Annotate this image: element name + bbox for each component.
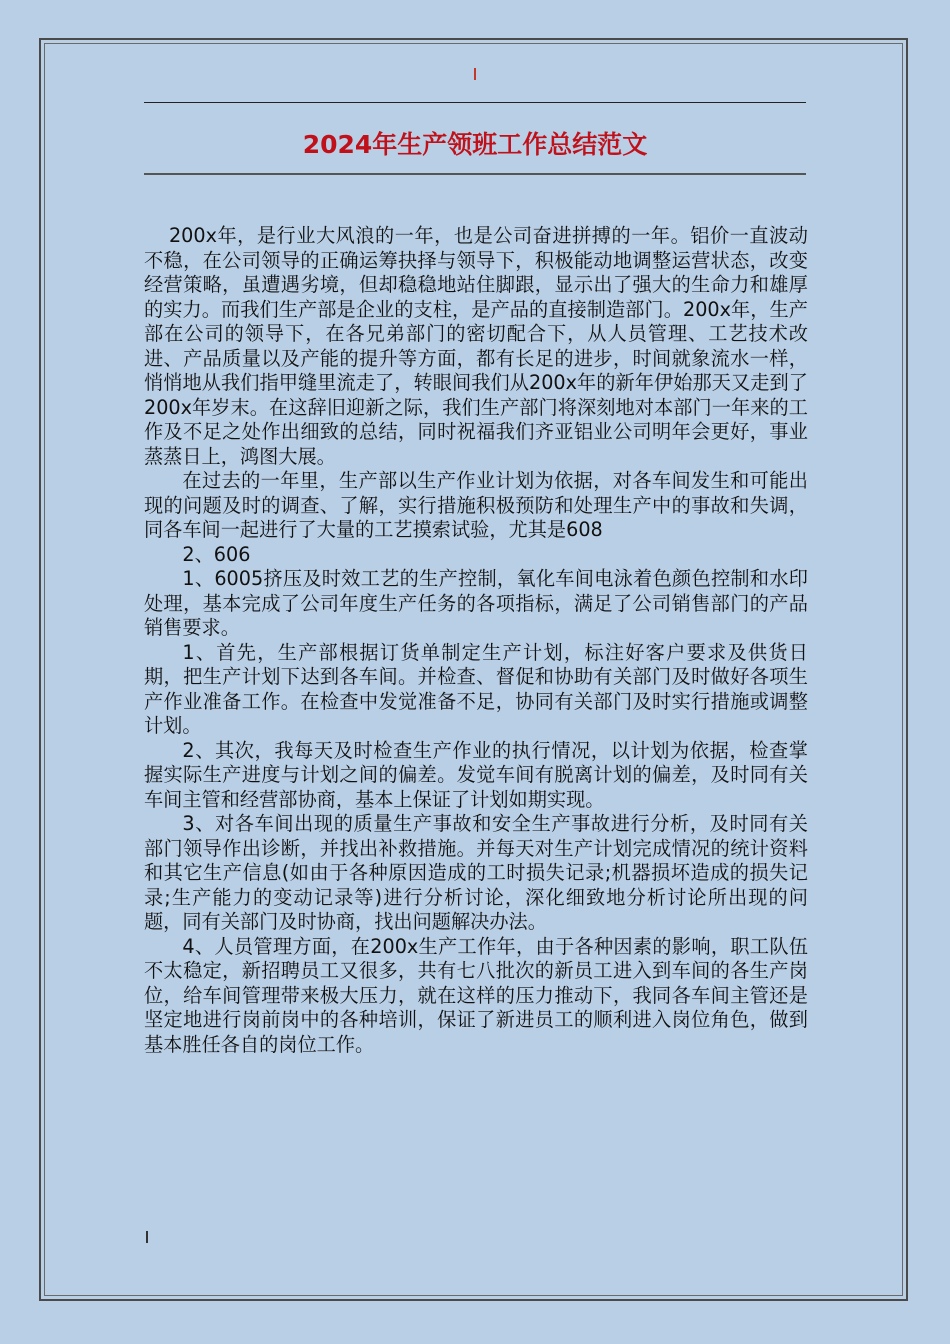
header-rule	[144, 102, 806, 103]
paragraph-3: 2、606	[182, 542, 251, 566]
paragraph-5: 1、首先，生产部根据订货单制定生产计划，标注好客户要求及供货日期，把生产计划下达到各车间。并检查、督促和协助有关部门及时做好各项生产作业准备工作。在检查中发觉准备不足，协同有关部门及时实行措施或调整计划。	[144, 640, 808, 737]
paragraph-7: 3、对各车间出现的质量生产事故和安全生产事故进行分析，及时同有关部门领导作出诊断，并找出补救措施。并每天对生产计划完成情况的统计资料和其它生产信息(如由于各种原因造成的工时损失记录;机器损坏造成的损失记录;生产能力的变动记录等)进行分析讨论，深化细致地分析讨论所出现的问题，同有关部门及时协商，找出问题解决办法。	[144, 812, 808, 933]
paragraph-1: 200x年，是行业大风浪的一年，也是公司奋进拼搏的一年。铝价一直波动不稳，在公司领导的正确运筹抉择与领导下，积极能动地调整运营状态，改变经营策略，虽遭遇劣境，但却稳稳地站住脚跟，显示出了强大的生命力和雄厚的实力。而我们生产部是企业的支柱，是产品的直接制造部门。200x年，生产部在公司的领导下，在各兄弟部门的密切配合下，从人员管理、工艺技术改进、产品质量以及产能的提升等方面，都有长足的进步，时间就象流水一样，悄悄地从我们指甲缝里流走了，转眼间我们从200x年的新年伊始那天又走到了200x年岁末。在这辞旧迎新之际，我们生产部门将深刻地对本部门一年来的工作及不足之处作出细致的总结，同时祝福我们齐亚铝业公司明年会更好，事业蒸蒸日上，鸿图大展。	[144, 224, 808, 468]
paragraph-8: 4、人员管理方面，在200x生产工作年，由于各种因素的影响，职工队伍不太稳定，新招聘员工又很多，共有七八批次的新员工进入到车间的各生产岗位，给车间管理带来极大压力，就在这样的压力推动下，我同各车间主管还是坚定地进行岗前岗中的各种培训，保证了新进员工的顺利进入岗位角色，做到基本胜任各自的岗位工作。	[144, 934, 808, 1056]
document-title: 2024年生产领班工作总结范文	[302, 130, 648, 159]
paragraph-6: 2、其次，我每天及时检查生产作业的执行情况，以计划为依据，检查掌握实际生产进度与计划之间的偏差。发觉车间有脱离计划的偏差，及时同有关车间主管和经营部协商，基本上保证了计划如期实现。	[144, 738, 808, 811]
footer-mark	[146, 1231, 148, 1243]
paragraph-2: 在过去的一年里，生产部以生产作业计划为依据，对各车间发生和可能出现的问题及时的调查、了解，实行措施积极预防和处理生产中的事故和失调，同各车间一起进行了大量的工艺摸索试验，尤其是608	[144, 469, 808, 541]
paragraph-4: 1、6005挤压及时效工艺的生产控制，氧化车间电泳着色颜色控制和水印处理，基本完成了公司年度生产任务的各项指标，满足了公司销售部门的产品销售要求。	[144, 567, 808, 639]
title-rule	[144, 173, 806, 175]
header-mark	[474, 68, 476, 80]
document-body	[144, 224, 808, 1057]
